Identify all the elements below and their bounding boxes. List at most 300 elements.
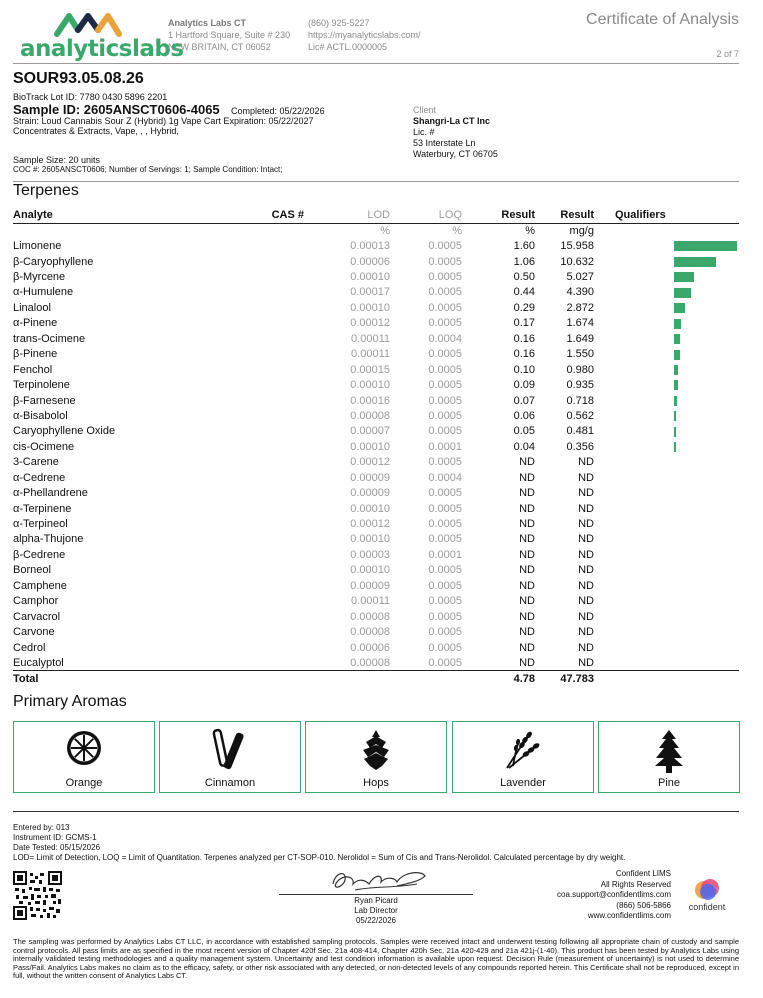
- table-row: [13, 485, 739, 500]
- analyte-cell: 3-Carene: [13, 456, 59, 469]
- orange-slice-icon: [64, 728, 104, 768]
- result-bar-cell: [674, 455, 739, 470]
- loq-cell: 0.0005: [428, 348, 462, 361]
- lod-cell: 0.00010: [350, 533, 390, 546]
- table-row: [13, 285, 739, 300]
- total-spacer: [390, 671, 462, 686]
- result-pct-cell: 1.06: [513, 255, 535, 268]
- table-row: [13, 331, 739, 346]
- test-info-block: [13, 823, 625, 863]
- result-mg-cell: ND: [578, 579, 594, 592]
- aroma-card-cinnamon: [159, 721, 301, 793]
- result-pct-cell: ND: [519, 471, 535, 484]
- result-bar: [674, 334, 680, 344]
- cas-cell: [221, 501, 304, 516]
- qualifiers-cell: [594, 455, 674, 470]
- table-row: [13, 254, 739, 269]
- cas-cell: [221, 269, 304, 284]
- result-bar-cell: [674, 594, 739, 609]
- analyte-cell: β-Caryophyllene: [13, 255, 94, 268]
- terpenes-section-title: Terpenes: [13, 182, 79, 199]
- lod-cell: 0.00012: [350, 317, 390, 330]
- result-bar: [674, 257, 716, 267]
- result-pct-cell: 0.04: [513, 440, 535, 453]
- disclaimer: The sampling was performed by Analytics Labs CT LLC, in accordance with established sampling protocols. Samples were received intact and underwent testing following all appropriate chain of custody and sample control protocols. All pass limits are as specified in the most recent version of Chapter 420f Sec. 21a 408-414, Chapter 420h Sec. 21a 420-429 and 21a 421j-(1-40). This product has been tested by Analytics Labs using internally validated testing methodologies and a quality management system. Uncertainty and test condition information is available upon request. Decision Rule (measurement of uncertainty) is not used to determine Pass/Fail. Analytics Labs makes no claim as to the efficacy, safety, or other risk associated with any detected, or non-detected levels of any compounds reported herein. This Certificate shall not be reproduced, except in full, without the written consent of Analytics Labs CT.: [13, 937, 739, 981]
- cas-cell: [221, 238, 304, 253]
- sample-code: SOUR93.05.08.26: [13, 70, 144, 87]
- analyte-cell: Terpinolene: [13, 379, 70, 392]
- cas-cell: [221, 624, 304, 639]
- aromas-section-title: Primary Aromas: [13, 693, 127, 710]
- cas-cell: [221, 455, 304, 470]
- analyte-cell: α-Bisabolol: [13, 409, 68, 422]
- header-qualifiers: Qualifiers: [594, 208, 674, 223]
- qualifiers-cell: [594, 238, 674, 253]
- result-mg-cell: 15.958: [560, 240, 594, 253]
- result-pct-cell: 0.07: [513, 394, 535, 407]
- loq-cell: 0.0004: [428, 471, 462, 484]
- qualifiers-cell: [594, 655, 674, 670]
- result-mg-cell: ND: [578, 502, 594, 515]
- result-pct-cell: ND: [519, 502, 535, 515]
- lab-contact-block: [308, 17, 458, 53]
- cas-cell: [221, 347, 304, 362]
- table-row: [13, 609, 739, 624]
- sample-id: Sample ID: 2605ANSCT0606-4065: [13, 102, 220, 117]
- loq-cell: 0.0005: [428, 564, 462, 577]
- cas-cell: [221, 300, 304, 315]
- result-pct-cell: ND: [519, 548, 535, 561]
- result-bar-cell: [674, 285, 739, 300]
- terpenes-table: [13, 208, 739, 686]
- header-cas: CAS #: [221, 208, 304, 223]
- qualifiers-cell: [594, 377, 674, 392]
- cas-cell: [221, 424, 304, 439]
- table-row: [13, 408, 739, 423]
- result-pct-cell: 0.09: [513, 379, 535, 392]
- result-pct-cell: 0.16: [513, 348, 535, 361]
- loq-cell: 0.0005: [428, 301, 462, 314]
- result-bar-cell: [674, 439, 739, 454]
- analyte-cell: α-Phellandrene: [13, 487, 88, 500]
- cas-cell: [221, 485, 304, 500]
- table-row: [13, 532, 739, 547]
- qualifiers-cell: [594, 393, 674, 408]
- cas-cell: [221, 316, 304, 331]
- lab-address-block: [168, 17, 308, 53]
- result-pct-cell: ND: [519, 579, 535, 592]
- result-bar: [674, 272, 694, 282]
- cas-cell: [221, 285, 304, 300]
- client-address-line2: Waterbury, CT 06705: [413, 149, 498, 159]
- qualifiers-cell: [594, 316, 674, 331]
- loq-cell: 0.0005: [428, 379, 462, 392]
- result-mg-cell: ND: [578, 656, 594, 669]
- lod-cell: 0.00010: [350, 440, 390, 453]
- result-mg-cell: 2.872: [566, 301, 594, 314]
- date-tested: Date Tested: 05/15/2026: [13, 843, 101, 852]
- qualifiers-cell: [594, 624, 674, 639]
- qualifiers-cell: [594, 578, 674, 593]
- loq-cell: 0.0005: [428, 487, 462, 500]
- result-pct-cell: ND: [519, 626, 535, 639]
- lod-cell: 0.00010: [350, 564, 390, 577]
- result-mg-cell: ND: [578, 456, 594, 469]
- unit-loq: %: [452, 224, 462, 237]
- lab-logo-text: analyticslabs: [20, 36, 184, 62]
- lod-cell: 0.00012: [350, 518, 390, 531]
- analyte-cell: Carvone: [13, 626, 55, 639]
- table-row: [13, 347, 739, 362]
- lod-cell: 0.00011: [351, 332, 390, 345]
- table-row: [13, 269, 739, 284]
- cas-cell: [221, 393, 304, 408]
- aroma-label: Lavender: [500, 777, 546, 789]
- header-loq: LOQ: [390, 208, 462, 223]
- lims-website[interactable]: www.confidentlims.com: [587, 911, 671, 920]
- loq-cell: 0.0005: [428, 533, 462, 546]
- pine-tree-icon: [652, 728, 686, 774]
- table-row: [13, 362, 739, 377]
- lod-cell: 0.00009: [350, 471, 390, 484]
- signer-title: Lab Director: [354, 906, 398, 915]
- result-bar-cell: [674, 501, 739, 516]
- terpenes-units-row: [13, 223, 739, 238]
- lod-cell: 0.00008: [350, 409, 390, 422]
- analyte-cell: Limonene: [13, 240, 62, 253]
- result-mg-cell: 1.649: [566, 332, 594, 345]
- signer-name: Ryan Picard: [354, 896, 398, 905]
- lod-cell: 0.00008: [350, 626, 390, 639]
- qualifiers-cell: [594, 254, 674, 269]
- total-spacer: [594, 671, 674, 686]
- result-pct-cell: 0.44: [513, 286, 535, 299]
- table-row: [13, 300, 739, 315]
- aromas-divider: [13, 811, 739, 812]
- result-mg-cell: ND: [578, 518, 594, 531]
- aroma-label: Hops: [363, 777, 389, 789]
- qualifiers-cell: [594, 331, 674, 346]
- signature-line: [279, 894, 473, 895]
- product-category: Concentrates & Extracts, Vape, , , Hybrid,: [13, 126, 179, 136]
- cas-cell: [221, 408, 304, 423]
- analyte-cell: β-Cedrene: [13, 548, 66, 561]
- analyte-cell: trans-Ocimene: [13, 332, 86, 345]
- aroma-card-lavender: [452, 721, 594, 793]
- total-row: [13, 671, 739, 686]
- result-bar-cell: [674, 485, 739, 500]
- result-bar-cell: [674, 254, 739, 269]
- total-spacer: [674, 671, 739, 686]
- sample-divider: [13, 181, 739, 182]
- aroma-card-pine: [598, 721, 740, 793]
- client-license: Lic. #: [413, 127, 435, 137]
- loq-cell: 0.0005: [428, 456, 462, 469]
- result-mg-cell: 0.935: [566, 379, 594, 392]
- result-pct-cell: ND: [519, 533, 535, 546]
- result-bar: [674, 288, 691, 298]
- result-bar: [674, 365, 678, 375]
- table-row: [13, 455, 739, 470]
- cinnamon-icon: [210, 728, 250, 772]
- lod-cell: 0.00006: [350, 641, 390, 654]
- loq-cell: 0.0005: [428, 518, 462, 531]
- result-pct-cell: 0.10: [513, 363, 535, 376]
- header-lod: LOD: [304, 208, 390, 223]
- result-mg-cell: ND: [578, 564, 594, 577]
- lod-cell: 0.00015: [350, 363, 390, 376]
- analyte-cell: cis-Ocimene: [13, 440, 75, 453]
- analyte-cell: Fenchol: [13, 363, 53, 376]
- cas-cell: [221, 377, 304, 392]
- analyte-cell: alpha-Thujone: [13, 533, 84, 546]
- analyte-cell: Cedrol: [13, 641, 46, 654]
- lod-cell: 0.00007: [350, 425, 390, 438]
- result-bar-cell: [674, 624, 739, 639]
- loq-cell: 0.0005: [428, 641, 462, 654]
- lod-cell: 0.00009: [350, 487, 390, 500]
- table-row: [13, 578, 739, 593]
- cas-cell: [221, 563, 304, 578]
- aroma-card-orange: [13, 721, 155, 793]
- aroma-label: Pine: [657, 777, 681, 789]
- result-bar-cell: [674, 393, 739, 408]
- result-mg-cell: 1.550: [566, 348, 594, 361]
- result-bar-cell: [674, 362, 739, 377]
- result-bar-cell: [674, 640, 739, 655]
- loq-cell: 0.0005: [428, 240, 462, 253]
- cas-cell: [221, 470, 304, 485]
- result-mg-cell: ND: [578, 595, 594, 608]
- coc-details: COC #: 2605ANSCT0606; Number of Servings: 1; Sample Condition: Intact;: [13, 165, 283, 174]
- cas-cell: [221, 362, 304, 377]
- qualifiers-cell: [594, 300, 674, 315]
- client-address-line1: 53 Interstate Ln: [413, 138, 476, 148]
- document-title: Certificate of Analysis: [586, 11, 739, 28]
- loq-cell: 0.0005: [428, 502, 462, 515]
- lod-cell: 0.00003: [350, 548, 390, 561]
- qualifiers-cell: [594, 547, 674, 562]
- cas-cell: [221, 578, 304, 593]
- aroma-card-hops: [305, 721, 447, 793]
- loq-cell: 0.0005: [428, 595, 462, 608]
- header-result-pct: Result: [462, 208, 535, 223]
- lod-cell: 0.00011: [351, 595, 390, 608]
- qualifiers-cell: [594, 563, 674, 578]
- result-mg-cell: ND: [578, 641, 594, 654]
- result-bar-cell: [674, 316, 739, 331]
- table-row: [13, 516, 739, 531]
- result-mg-cell: 10.632: [560, 255, 594, 268]
- header-divider: [13, 63, 739, 64]
- lims-rights: All Rights Reserved: [600, 879, 671, 889]
- director-signature: [325, 866, 435, 896]
- total-label: Total: [13, 671, 221, 686]
- terpenes-header-row: [13, 208, 739, 223]
- table-row: [13, 316, 739, 331]
- client-block: [413, 105, 498, 160]
- signer-block: [279, 896, 473, 926]
- result-mg-cell: 0.562: [566, 409, 594, 422]
- aroma-label: Cinnamon: [204, 777, 256, 789]
- result-pct-cell: ND: [519, 656, 535, 669]
- lod-cell: 0.00010: [350, 271, 390, 284]
- biotrack-lot-id: BioTrack Lot ID: 7780 0430 5896 2201: [13, 92, 168, 102]
- unit-lod: %: [380, 224, 390, 237]
- result-pct-cell: 0.17: [513, 317, 535, 330]
- table-row: [13, 439, 739, 454]
- result-pct-cell: ND: [519, 456, 535, 469]
- units-spacer: [674, 223, 739, 238]
- result-mg-cell: 4.390: [566, 286, 594, 299]
- qualifiers-cell: [594, 640, 674, 655]
- lims-email[interactable]: coa.support@confidentlims.com: [557, 890, 671, 899]
- analyte-cell: Caryophyllene Oxide: [13, 425, 116, 438]
- result-mg-cell: ND: [578, 487, 594, 500]
- table-row: [13, 547, 739, 562]
- result-bar-cell: [674, 269, 739, 284]
- analyte-cell: Camphor: [13, 595, 59, 608]
- loq-cell: 0.0005: [428, 610, 462, 623]
- analyte-cell: α-Pinene: [13, 317, 58, 330]
- lims-name: Confident LIMS: [615, 869, 671, 878]
- lims-contact-block: [557, 869, 671, 922]
- confident-logo-text: confident: [688, 902, 726, 912]
- qualifiers-cell: [594, 424, 674, 439]
- total-mg: 47.783: [535, 671, 594, 686]
- cas-cell: [221, 594, 304, 609]
- completed-date: Completed: 05/22/2026: [231, 106, 325, 116]
- result-mg-cell: ND: [578, 548, 594, 561]
- result-mg-cell: 0.481: [566, 425, 594, 438]
- cas-cell: [221, 655, 304, 670]
- signed-date: 05/22/2026: [355, 916, 397, 925]
- result-bar-cell: [674, 655, 739, 670]
- table-row: [13, 424, 739, 439]
- result-pct-cell: ND: [519, 610, 535, 623]
- analyte-cell: β-Farnesene: [13, 394, 76, 407]
- lod-cell: 0.00008: [350, 656, 390, 669]
- result-pct-cell: 0.16: [513, 332, 535, 345]
- lod-cell: 0.00008: [350, 610, 390, 623]
- loq-cell: 0.0005: [428, 409, 462, 422]
- cas-cell: [221, 547, 304, 562]
- result-bar-cell: [674, 331, 739, 346]
- result-bar-cell: [674, 532, 739, 547]
- sample-size: Sample Size: 20 units: [13, 155, 101, 165]
- result-bar-cell: [674, 408, 739, 423]
- result-pct-cell: ND: [519, 641, 535, 654]
- loq-cell: 0.0005: [428, 425, 462, 438]
- result-mg-cell: ND: [578, 610, 594, 623]
- header-result-mg: Result: [535, 208, 594, 223]
- qualifiers-cell: [594, 485, 674, 500]
- lab-license: Lic# ACTL.0000005: [308, 42, 388, 52]
- result-bar: [674, 396, 677, 406]
- loq-cell: 0.0005: [428, 656, 462, 669]
- analyte-cell: β-Pinene: [13, 348, 58, 361]
- units-spacer: [221, 223, 304, 238]
- analyte-cell: α-Terpineol: [13, 518, 68, 531]
- result-mg-cell: ND: [578, 533, 594, 546]
- result-bar-cell: [674, 578, 739, 593]
- total-spacer: [221, 671, 304, 686]
- loq-cell: 0.0005: [428, 286, 462, 299]
- result-mg-cell: ND: [578, 626, 594, 639]
- analyte-cell: α-Cedrene: [13, 471, 66, 484]
- lab-website[interactable]: https://myanalyticslabs.com/: [308, 30, 421, 40]
- table-row: [13, 655, 739, 670]
- table-row: [13, 238, 739, 253]
- result-mg-cell: 0.356: [566, 440, 594, 453]
- cas-cell: [221, 609, 304, 624]
- lod-cell: 0.00011: [351, 348, 390, 361]
- lod-cell: 0.00017: [350, 286, 390, 299]
- strain-line: Strain: Loud Cannabis Sour Z (Hybrid) 1g Vape Cart Expiration: 05/22/2027: [13, 116, 314, 126]
- analyte-cell: Borneol: [13, 564, 51, 577]
- method-note: LOD= Limit of Detection, LOQ = Limit of Quantitation. Terpenes analyzed per CT-SOP-010. Nerolidol = Sum of Cis and Trans-Nerolidol. Calculated percentage by dry weight.: [13, 853, 626, 862]
- units-spacer: [594, 223, 674, 238]
- lab-logo: [20, 8, 184, 64]
- result-bar-cell: [674, 547, 739, 562]
- result-bar: [674, 411, 676, 421]
- loq-cell: 0.0005: [428, 579, 462, 592]
- result-bar-cell: [674, 470, 739, 485]
- lod-cell: 0.00010: [350, 301, 390, 314]
- qualifiers-cell: [594, 594, 674, 609]
- result-bar-cell: [674, 377, 739, 392]
- analyte-cell: Carvacrol: [13, 610, 61, 623]
- lavender-icon: [501, 728, 545, 770]
- loq-cell: 0.0005: [428, 363, 462, 376]
- aroma-label: Orange: [65, 777, 103, 789]
- result-bar: [674, 303, 685, 313]
- result-pct-cell: 1.60: [513, 240, 535, 253]
- entered-by: Entered by: 013: [13, 823, 70, 832]
- result-pct-cell: ND: [519, 487, 535, 500]
- analyte-cell: α-Humulene: [13, 286, 74, 299]
- loq-cell: 0.0005: [428, 271, 462, 284]
- result-bar-cell: [674, 516, 739, 531]
- table-row: [13, 624, 739, 639]
- lod-cell: 0.00016: [350, 394, 390, 407]
- table-row: [13, 594, 739, 609]
- qualifiers-cell: [594, 408, 674, 423]
- result-pct-cell: 0.05: [513, 425, 535, 438]
- qualifiers-cell: [594, 532, 674, 547]
- loq-cell: 0.0004: [428, 332, 462, 345]
- qualifiers-cell: [594, 516, 674, 531]
- qualifiers-cell: [594, 285, 674, 300]
- table-row: [13, 470, 739, 485]
- lab-name: Analytics Labs CT: [168, 18, 247, 28]
- result-bar-cell: [674, 300, 739, 315]
- result-bar: [674, 427, 676, 437]
- confident-logo: [684, 878, 730, 914]
- loq-cell: 0.0005: [428, 255, 462, 268]
- result-pct-cell: 0.50: [513, 271, 535, 284]
- result-bar-cell: [674, 424, 739, 439]
- analyte-cell: β-Myrcene: [13, 271, 66, 284]
- result-bar: [674, 380, 678, 390]
- unit-result-mg: mg/g: [569, 224, 594, 237]
- result-pct-cell: 0.29: [513, 301, 535, 314]
- cas-cell: [221, 640, 304, 655]
- analyte-cell: Eucalyptol: [13, 656, 64, 669]
- header-bar-spacer: [674, 208, 739, 223]
- qualifiers-cell: [594, 501, 674, 516]
- total-pct: 4.78: [462, 671, 535, 686]
